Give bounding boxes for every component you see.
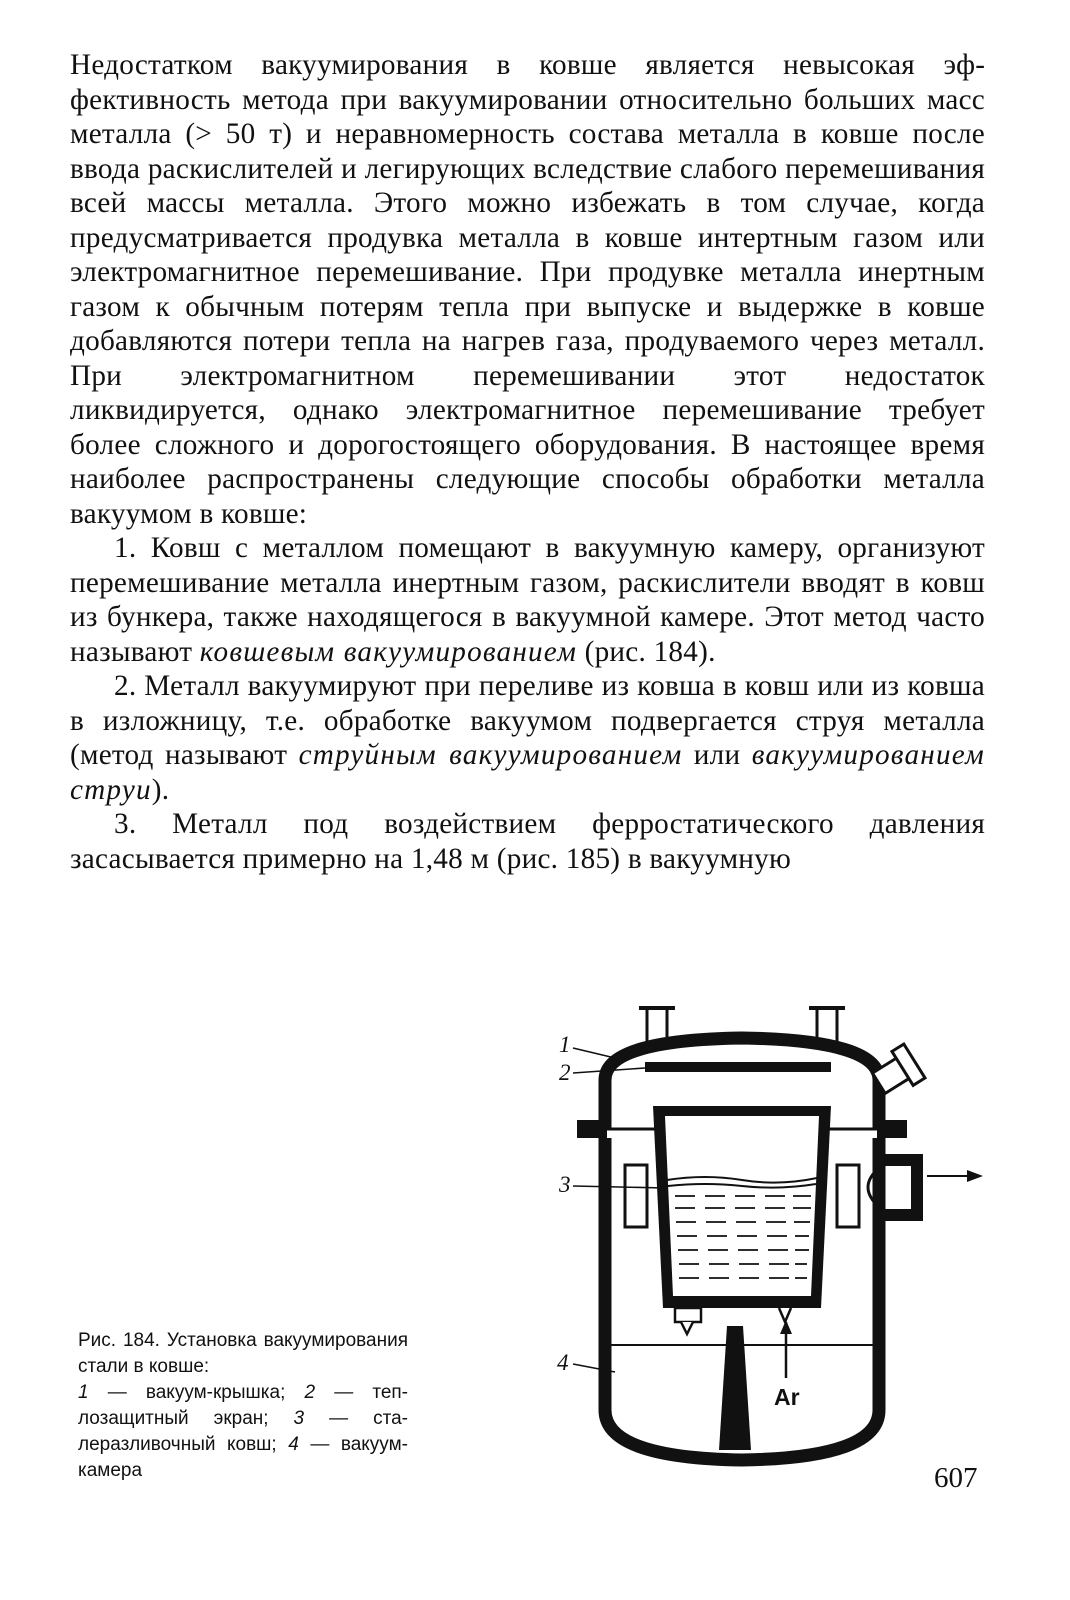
caption-num-1: 1 <box>78 1382 89 1403</box>
label-1: 1 <box>559 1032 571 1057</box>
ladle-interior <box>665 1116 819 1296</box>
figure-184-vacuum-chamber-diagram <box>555 1000 1000 1470</box>
caption-legend <box>78 1380 408 1484</box>
argon-label: Ar <box>774 1384 800 1410</box>
caption-num-4: 4 <box>288 1434 299 1455</box>
caption-text-1: — вакуум-крышка; <box>88 1382 305 1403</box>
list-item-1-text: 1. Ковш с металлом помещают в вакуумную камеру, организуют перемешивание металла инертным газом, раскислители вводят в ковш из бункера, также находящегося в вакуумной камере. Этот метод часто называют <box>70 532 985 668</box>
label-3: 3 <box>559 1172 571 1197</box>
caption-text-4: — вакуум-камера <box>78 1434 408 1481</box>
body-text <box>70 48 985 876</box>
list-item-2-mid: или <box>682 739 752 771</box>
caption-num-3: 3 <box>293 1408 305 1429</box>
caption-text-3: — сталеразливочный ковш; <box>78 1408 408 1455</box>
list-item-1 <box>70 531 985 669</box>
figure-caption <box>78 1328 408 1484</box>
outlet-arrow <box>927 1170 983 1182</box>
caption-num-2: 2 <box>304 1382 316 1403</box>
list-item-2-tail: ). <box>151 773 170 806</box>
argon-inlet-arrow <box>780 1320 792 1378</box>
term-stream-vacuuming: струйным вакуумированием <box>298 739 683 771</box>
caption-title: Рис. 184. Установка вакуумирования стали в ковше: <box>78 1330 408 1377</box>
caption-text-2: — теплозащитный экран; <box>78 1382 408 1429</box>
paragraph-1: Недостатком вакуумирования в ковше является невысокая эффективность метода при вакуумировании относительно больших масс металла (> 50 т) и неравномерность состава металла в ковше после ввода раскислителей и легирующих вследствие слабого перемешивания всей массы металла. Этого можно избежать в том случае, когда предусматривается продувка металла в ковше интертным газом или электромагнитное перемешивание. При продувке металла инертным газом к обычным потерям тепла при выпуске и выдержке в ковше добавляются потери тепла на нагрев газа, продуваемого через металл. При электромагнитном перемешивании этот недостаток ликвидируется, однако электромагнитное перемешивание требует более сложного и дорогостоящего оборудования. В настоящее время наиболее распространены следующие способы обработки металла вакуумом в ковше: <box>70 49 985 530</box>
label-2: 2 <box>559 1060 571 1085</box>
heat-shield <box>645 1062 831 1072</box>
list-item-2-text: 2. Металл вакуумируют при переливе из ковша в ковш или из ковша в изложницу, т.е. обработке вакуумом подвергается струя металла (метод называют <box>70 670 985 771</box>
page-number: 607 <box>934 1462 978 1494</box>
list-item-1-tail: (рис. 184). <box>577 635 716 668</box>
label-4: 4 <box>557 1350 569 1375</box>
term-vacuuming-of-stream: вакуумированием струи <box>70 739 986 806</box>
list-item-2 <box>70 669 985 807</box>
term-ladle-vacuuming: ковшевым вакуумированием <box>199 635 578 668</box>
list-item-3: 3. Металл под воздействием ферростатического давления засасывается примерно на 1,48 м (рис. 185) в вакуумную <box>70 808 985 875</box>
leader-lines <box>573 1048 665 1372</box>
